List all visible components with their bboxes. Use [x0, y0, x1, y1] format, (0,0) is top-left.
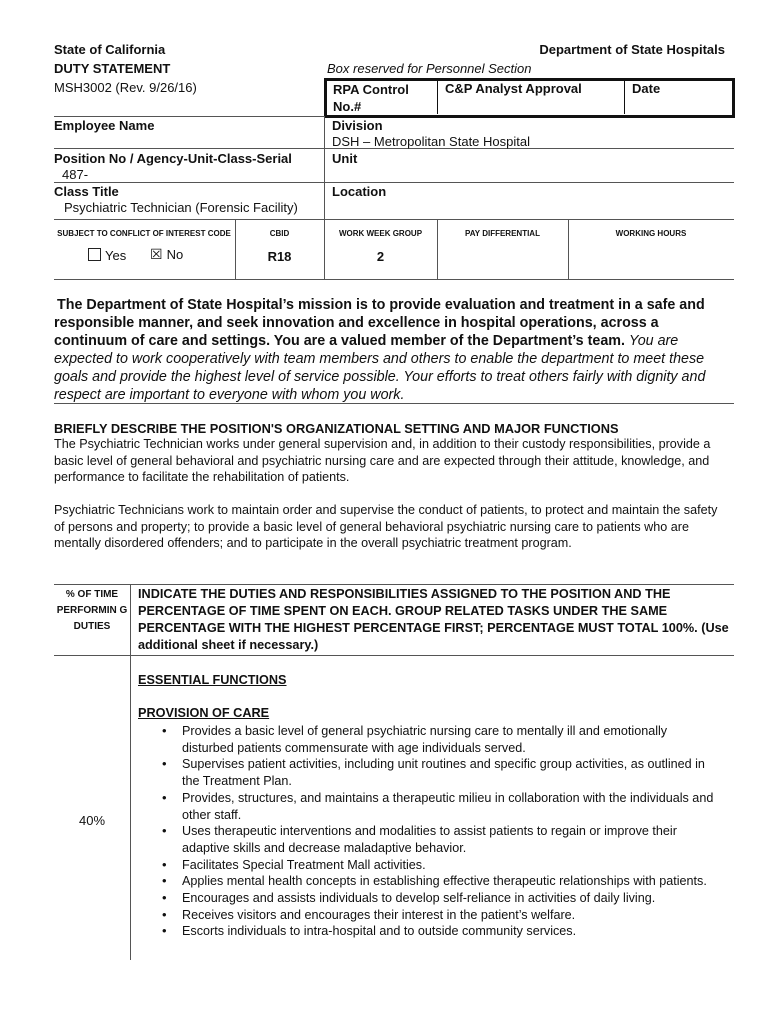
conflict-yes-option[interactable] [88, 248, 126, 263]
cp-analyst-label: C&P Analyst Approval [445, 81, 582, 96]
work-week-group-value: 2 [376, 249, 385, 264]
duty-item: • Supervises patient activities, including unit routines and specific group activities, as outlined in the Treatment Plan. [154, 756, 716, 789]
duty-item: • Provides, structures, and maintains a therapeutic milieu in collaboration with the individuals and other staff. [154, 790, 716, 823]
division-value: DSH – Metropolitan State Hospital [332, 134, 530, 149]
essential-functions-heading: ESSENTIAL FUNCTIONS [138, 673, 287, 687]
duties-percentage: 40% [78, 813, 106, 828]
rpa-control-label: RPA Control No.# [333, 82, 409, 114]
setting-heading: BRIEFLY DESCRIBE THE POSITION'S ORGANIZATIONAL SETTING AND MAJOR FUNCTIONS [54, 421, 619, 436]
mission-statement [54, 296, 734, 404]
duties-list [154, 723, 716, 940]
division-label: Division [332, 118, 383, 133]
yes-label: Yes [105, 248, 127, 263]
mission-bold-text: The Department of State Hospital’s mission is to provide evaluation and treatment in a safe and responsible manner, and seek innovation and excellence in hospital operations, across a continuum of care and settings. You are a valued member of the Department’s team. [54, 297, 705, 349]
work-week-group-label: WORK WEEK GROUP [338, 229, 423, 238]
pay-differential-label: PAY DIFFERENTIAL [465, 229, 540, 238]
conflict-of-interest-label: SUBJECT TO CONFLICT OF INTEREST CODE [57, 229, 231, 238]
no-label: No [166, 247, 184, 262]
percent-time-header: % OF TIME PERFORMIN G DUTIES [56, 589, 128, 632]
state-label: State of California [54, 42, 166, 57]
box-reserved-note: Box reserved for Personnel Section [327, 61, 532, 76]
duty-item: • Provides a basic level of general psychiatric nursing care to mentally ill and emotionally disturbed patients commensurate with age individuals served. [154, 723, 716, 756]
duty-item: • Uses therapeutic interventions and modalities to assist patients to regain or improve their adaptive skills and decrease maladaptive behavior. [154, 823, 716, 856]
employee-name-label: Employee Name [54, 118, 155, 133]
provision-of-care-heading: PROVISION OF CARE [138, 706, 270, 720]
unit-label: Unit [332, 151, 358, 166]
setting-paragraph-1: The Psychiatric Technician works under general supervision and, in addition to their custody responsibilities, provide a basic level of general behavioral and psychiatric nursing care and are expected through their attitude, knowledge, and performance to facilitate the rehabilitation of patients. [54, 437, 711, 485]
cbid-label: CBID [269, 229, 290, 238]
department-name: Department of State Hospitals [539, 42, 725, 57]
cbid-value: R18 [267, 249, 292, 264]
no-checkbox-checked[interactable]: ☒ [150, 246, 163, 262]
date-label: Date [632, 81, 661, 96]
setting-paragraph-2: Psychiatric Technicians work to maintain order and supervise the conduct of patients, to protect and maintain the safety of persons and property; to provide a basic level of general behavioral psychiatric nursing care to patients who are mentally disordered offenders; and to participate in the overall psychiatric treatment program. [54, 503, 718, 551]
duty-item: • Encourages and assists individuals to develop self-reliance in activities of daily living. [154, 890, 716, 907]
duties-header: INDICATE THE DUTIES AND RESPONSIBILITIES ASSIGNED TO THE POSITION AND THE PERCENTAGE OF TIME SPENT ON EACH. GROUP RELATED TASKS UNDER THE SAME PERCENTAGE WITH THE HIGHEST PERCENTAGE FIRST; PERCENTAGE MUST TOTAL 100%. (Use additional sheet if necessary.) [138, 587, 729, 652]
conflict-no-option[interactable] [150, 246, 183, 263]
position-value: 487- [62, 167, 89, 182]
working-hours-label: WORKING HOURS [615, 229, 687, 238]
class-title-value: Psychiatric Technician (Forensic Facility) [64, 200, 298, 215]
duty-item: • Facilitates Special Treatment Mall activities. [154, 857, 716, 874]
form-number: MSH3002 (Rev. 9/26/16) [54, 80, 197, 95]
position-label: Position No / Agency-Unit-Class-Serial [54, 151, 292, 166]
duty-item: • Receives visitors and encourages their interest in the patient’s welfare. [154, 907, 716, 924]
duty-item: • Escorts individuals to intra-hospital and to outside community services. [154, 923, 716, 940]
duty-item: • Applies mental health concepts in establishing effective therapeutic relationships with patients. [154, 873, 716, 890]
yes-checkbox[interactable] [88, 248, 101, 261]
mission-italic-text: You are expected to work cooperatively with team members and others to enable the department to meet these goals and provide the highest level of service possible. Your efforts to treat others fairly with dignity and respect are important to everyone with whom you work. [54, 333, 706, 403]
document-title: DUTY STATEMENT [54, 61, 171, 76]
location-label: Location [332, 184, 387, 199]
class-title-label: Class Title [54, 184, 119, 199]
